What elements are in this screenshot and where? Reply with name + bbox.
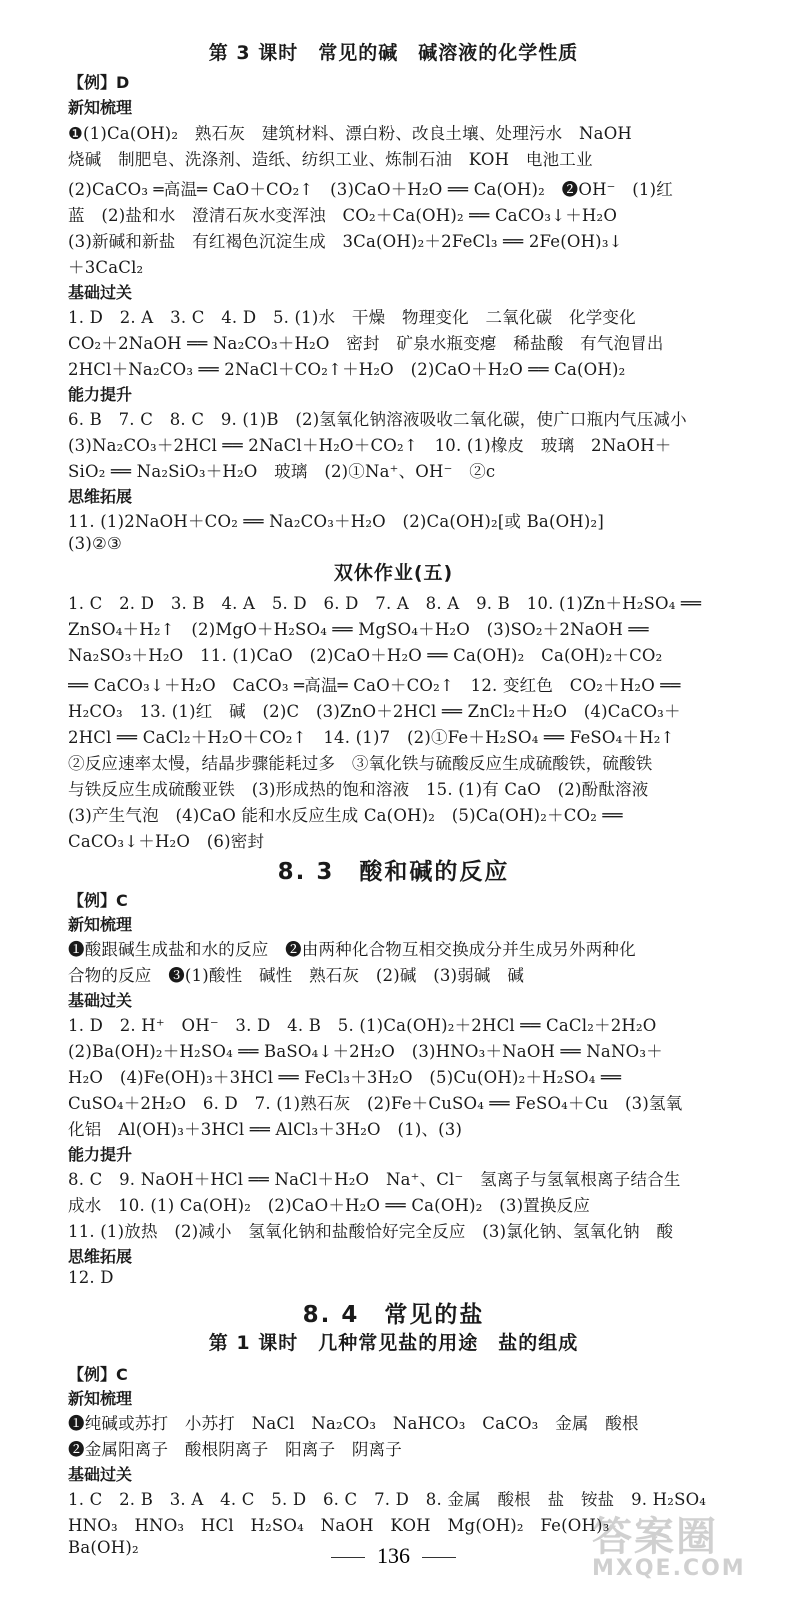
answer-line: 合物的反应 ❸(1)酸性 碱性 熟石灰 (2)碱 (3)弱碱 碱 <box>68 966 525 985</box>
answer-line: ❶(1)Ca(OH)₂ 熟石灰 建筑材料、漂白粉、改良土壤、处理污水 NaOH <box>68 124 633 143</box>
answer-line: (3)Na₂CO₃＋2HCl ══ 2NaCl＋H₂O＋CO₂↑ 10. (1)橡皮 玻璃 2NaOH＋ <box>68 436 672 455</box>
subsection-label: 能力提升 <box>68 1145 133 1164</box>
subsection-label: 思维拓展 <box>68 1247 133 1266</box>
answer-line: 1. D 2. A 3. C 4. D 5. (1)水 干燥 物理变化 二氧化碳 化学变化 <box>68 308 636 327</box>
watermark-top-text: 答案圈 <box>592 1514 718 1560</box>
lesson-heading: 第 1 课时 几种常见盐的用途 盐的组成 <box>208 1332 579 1354</box>
answer-line: Na₂SO₃＋H₂O 11. (1)CaO (2)CaO＋H₂O ══ Ca(OH)₂ Ca(OH)₂＋CO₂ <box>68 646 663 665</box>
answer-line: ❶纯碱或苏打 小苏打 NaCl Na₂CO₃ NaHCO₃ CaCO₃ 金属 酸根 <box>68 1414 639 1433</box>
answer-line: CaCO₃↓＋H₂O (6)密封 <box>68 832 265 851</box>
watermark-bottom-text: MXQE.COM <box>592 1556 746 1581</box>
section-heading: 8. 4 常见的盐 <box>302 1302 485 1328</box>
answer-line: ②反应速率太慢，结晶步骤能耗过多 ③氧化铁与硫酸反应生成硫酸铁，硫酸铁 <box>68 754 653 773</box>
answer-line: CuSO₄＋2H₂O 6. D 7. (1)熟石灰 (2)Fe＋CuSO₄ ══ FeSO₄＋Cu (3)氢氧 <box>68 1094 683 1113</box>
answer-line: 成水 10. (1) Ca(OH)₂ (2)CaO＋H₂O ══ Ca(OH)₂ (3)置换反应 <box>68 1196 591 1215</box>
answer-line: 2HCl ══ CaCl₂＋H₂O＋CO₂↑ 14. (1)7 (2)①Fe＋H₂SO₄ ══ FeSO₄＋H₂↑ <box>68 728 675 747</box>
watermark-logo <box>592 1505 772 1585</box>
answer-line: 1. C 2. D 3. B 4. A 5. D 6. D 7. A 8. A 9. B 10. (1)Zn＋H₂SO₄ ══ <box>68 594 702 613</box>
answer-line: 与铁反应生成硫酸亚铁 (3)形成热的饱和溶液 15. (1)有 CaO (2)酚酞溶液 <box>68 780 649 799</box>
answer-line: 11. (1)2NaOH＋CO₂ ══ Na₂CO₃＋H₂O (2)Ca(OH)₂[或 Ba(OH)₂] <box>68 512 604 531</box>
answer-line: (2)Ba(OH)₂＋H₂SO₄ ══ BaSO₄↓＋2H₂O (3)HNO₃＋NaOH ══ NaNO₃＋ <box>68 1042 663 1061</box>
subsection-label: 新知梳理 <box>68 1389 133 1408</box>
subsection-label: 能力提升 <box>68 385 133 404</box>
answer-line: 8. C 9. NaOH＋HCl ══ NaCl＋H₂O Na⁺、Cl⁻ 氢离子与氢氧根离子结合生 <box>68 1170 681 1189</box>
answer-line: Ba(OH)₂ <box>68 1538 139 1557</box>
subsection-label: 基础过关 <box>68 283 133 302</box>
answer-line: 12. D <box>68 1268 114 1287</box>
answer-line: H₂O (4)Fe(OH)₃＋3HCl ══ FeCl₃＋3H₂O (5)Cu(OH)₂＋H₂SO₄ ══ <box>68 1068 622 1087</box>
answer-line: (2)CaCO₃ ═高温═ CaO＋CO₂↑ (3)CaO＋H₂O ══ Ca(OH)₂ ❷OH⁻ (1)红 <box>68 180 673 199</box>
lesson-heading: 第 3 课时 常见的碱 碱溶液的化学性质 <box>208 42 579 64</box>
answer-line: 化铝 Al(OH)₃＋3HCl ══ AlCl₃＋3H₂O (1)、(3) <box>68 1120 463 1139</box>
answer-line: 11. (1)放热 (2)减小 氢氧化钠和盐酸恰好完全反应 (3)氯化钠、氢氧化钠 酸 <box>68 1222 674 1241</box>
subsection-label: 【例】C <box>68 891 128 910</box>
subsection-label: 新知梳理 <box>68 915 133 934</box>
answer-line: ══ CaCO₃↓＋H₂O CaCO₃ ═高温═ CaO＋CO₂↑ 12. 变红色 CO₂＋H₂O ══ <box>68 676 681 695</box>
answer-line: 2HCl＋Na₂CO₃ ══ 2NaCl＋CO₂↑＋H₂O (2)CaO＋H₂O ══ Ca(OH)₂ <box>68 360 626 379</box>
answer-line: SiO₂ ══ Na₂SiO₃＋H₂O 玻璃 (2)①Na⁺、OH⁻ ②c <box>68 462 496 481</box>
subsection-label: 思维拓展 <box>68 487 133 506</box>
answer-line: 烧碱 制肥皂、洗涤剂、造纸、纺织工业、炼制石油 KOH 电池工业 <box>68 150 593 169</box>
subsection-label: 新知梳理 <box>68 98 133 117</box>
subsection-label: 基础过关 <box>68 991 133 1010</box>
answer-line: 1. D 2. H⁺ OH⁻ 3. D 4. B 5. (1)Ca(OH)₂＋2HCl ══ CaCl₂＋2H₂O <box>68 1016 657 1035</box>
answer-line: (3)②③ <box>68 534 122 553</box>
lesson-heading: 双休作业(五) <box>333 562 454 584</box>
subsection-label: 基础过关 <box>68 1465 133 1484</box>
answer-line: CO₂＋2NaOH ══ Na₂CO₃＋H₂O 密封 矿泉水瓶变瘪 稀盐酸 有气泡冒出 <box>68 334 664 353</box>
answer-line: ❶酸跟碱生成盐和水的反应 ❷由两种化合物互相交换成分并生成另外两种化 <box>68 940 636 959</box>
answer-line: 1. C 2. B 3. A 4. C 5. D 6. C 7. D 8. 金属 酸根 盐 铵盐 9. H₂SO₄ <box>68 1490 707 1509</box>
answer-line: HNO₃ HNO₃ HCl H₂SO₄ NaOH KOH Mg(OH)₂ Fe(OH)₃ <box>68 1516 610 1535</box>
page-number-text: 136 <box>377 1543 410 1568</box>
subsection-label: 【例】D <box>68 73 130 92</box>
answer-line: H₂CO₃ 13. (1)红 碱 (2)C (3)ZnO＋2HCl ══ ZnCl₂＋H₂O (4)CaCO₃＋ <box>68 702 681 721</box>
answer-line: (3)新碱和新盐 有红褐色沉淀生成 3Ca(OH)₂＋2FeCl₃ ══ 2Fe(OH)₃↓ <box>68 232 623 251</box>
page-number-right-rule <box>422 1557 456 1558</box>
answer-line: 蓝 (2)盐和水 澄清石灰水变浑浊 CO₂＋Ca(OH)₂ ══ CaCO₃↓＋H₂O <box>68 206 618 225</box>
answer-line: ＋3CaCl₂ <box>68 258 144 277</box>
page-number-left-rule <box>331 1557 365 1558</box>
answer-line: (3)产生气泡 (4)CaO 能和水反应生成 Ca(OH)₂ (5)Ca(OH)₂＋CO₂ ══ <box>68 806 623 825</box>
subsection-label: 【例】C <box>68 1365 128 1384</box>
answer-line: 6. B 7. C 8. C 9. (1)B (2)氢氧化钠溶液吸收二氧化碳，使广口瓶内气压减小 <box>68 410 687 429</box>
section-heading: 8. 3 酸和碱的反应 <box>277 859 510 885</box>
answer-line: ❷金属阳离子 酸根阴离子 阳离子 阴离子 <box>68 1440 402 1459</box>
answer-line: ZnSO₄＋H₂↑ (2)MgO＋H₂SO₄ ══ MgSO₄＋H₂O (3)SO₂＋2NaOH ══ <box>68 620 649 639</box>
